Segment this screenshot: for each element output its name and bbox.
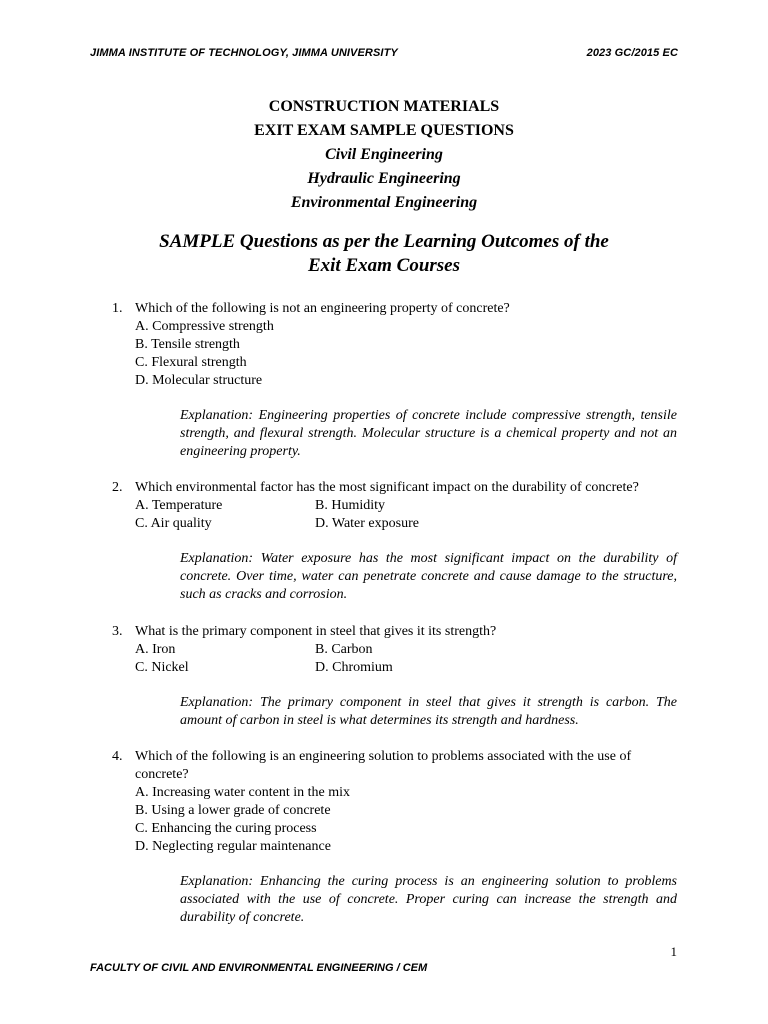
header-institution: JIMMA INSTITUTE OF TECHNOLOGY, JIMMA UNIVERSITY bbox=[90, 47, 398, 59]
question-3 bbox=[112, 623, 678, 677]
option: A. Temperature bbox=[135, 498, 223, 513]
option: C. Flexural strength bbox=[135, 355, 247, 370]
question-options bbox=[135, 318, 678, 390]
question-stem: What is the primary component in steel that gives it its strength? bbox=[135, 624, 497, 639]
option: D. Chromium bbox=[315, 660, 393, 675]
question-number: 4. bbox=[112, 749, 123, 764]
title-dept-hydraulic: Hydraulic Engineering bbox=[307, 170, 461, 187]
option: D. Neglecting regular maintenance bbox=[135, 839, 331, 854]
option: B. Humidity bbox=[315, 498, 386, 513]
explanation-4: Explanation: Enhancing the curing process is an engineering solution to problems associated with the use of concrete. Proper curing can increase the strength and durability of concrete. bbox=[180, 874, 677, 925]
subtitle-block bbox=[0, 230, 768, 278]
option: A. Iron bbox=[135, 642, 176, 657]
question-number: 2. bbox=[112, 480, 123, 495]
option: B. Using a lower grade of concrete bbox=[135, 803, 331, 818]
title-block bbox=[0, 95, 768, 215]
subtitle-line-1: SAMPLE Questions as per the Learning Outcomes of the bbox=[159, 231, 609, 252]
option: C. Enhancing the curing process bbox=[135, 821, 317, 836]
question-options bbox=[135, 497, 678, 533]
question-stem: Which of the following is not an engineering property of concrete? bbox=[135, 301, 510, 316]
page-number: 1 bbox=[670, 944, 677, 959]
question-stem: Which environmental factor has the most significant impact on the durability of concrete? bbox=[135, 480, 639, 495]
title-exam: EXIT EXAM SAMPLE QUESTIONS bbox=[254, 122, 514, 139]
option: B. Tensile strength bbox=[135, 337, 240, 352]
explanation-3: Explanation: The primary component in steel that gives it strength is carbon. The amount of carbon in steel is what determines its strength and hardness. bbox=[180, 695, 677, 728]
question-1 bbox=[112, 300, 678, 390]
header-year: 2023 GC/2015 EC bbox=[586, 47, 678, 59]
question-number: 3. bbox=[112, 624, 123, 639]
option: D. Molecular structure bbox=[135, 373, 263, 388]
title-dept-environmental: Environmental Engineering bbox=[290, 194, 478, 211]
question-4 bbox=[112, 748, 678, 856]
option: C. Nickel bbox=[135, 660, 189, 675]
question-number: 1. bbox=[112, 301, 123, 316]
question-options bbox=[135, 784, 678, 856]
option: B. Carbon bbox=[315, 642, 373, 657]
subtitle-line-2: Exit Exam Courses bbox=[307, 255, 461, 276]
option: D. Water exposure bbox=[315, 516, 419, 531]
explanation-2: Explanation: Water exposure has the most significant impact on the durability of concrete. Over time, water can penetrate concrete and cause damage to the structure, such as cracks and corrosion. bbox=[180, 551, 677, 602]
question-2 bbox=[112, 479, 678, 533]
title-dept-civil: Civil Engineering bbox=[325, 146, 443, 163]
option: A. Increasing water content in the mix bbox=[135, 785, 350, 800]
question-stem: Which of the following is an engineering solution to problems associated with the use of concrete? bbox=[135, 749, 632, 782]
option: A. Compressive strength bbox=[135, 319, 274, 334]
title-course: CONSTRUCTION MATERIALS bbox=[268, 98, 500, 115]
option: C. Air quality bbox=[135, 516, 212, 531]
question-options bbox=[135, 641, 678, 677]
footer-faculty: FACULTY OF CIVIL AND ENVIRONMENTAL ENGINEERING / CEM bbox=[90, 962, 428, 974]
explanation-1: Explanation: Engineering properties of concrete include compressive strength, tensile strength, and flexural strength. Molecular structure is a chemical property and not an engineering property. bbox=[180, 408, 677, 459]
